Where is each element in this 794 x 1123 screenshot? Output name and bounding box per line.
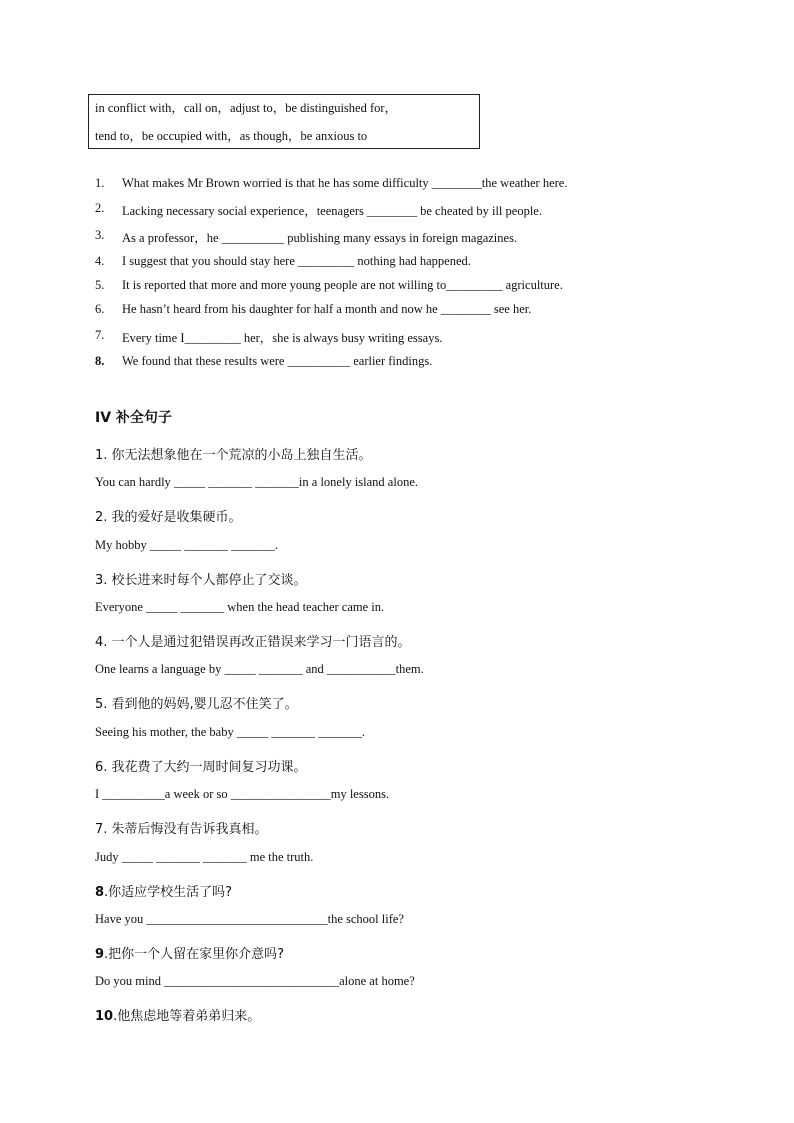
sentence-number: 10 [95,1009,114,1024]
sentence-english: Judy _____ _______ _______ me the truth. [95,850,314,864]
item-number: 6. [95,302,105,316]
phrase-box [88,94,480,149]
phrase-line-2: tend to，be occupied with，as though，be anxious to [95,129,368,143]
sentence-chinese: 2. 我的爱好是收集硬币。 [95,510,242,525]
sentence-chinese [95,1005,260,1024]
item-text: It is reported that more and more young people are not willing to_________ agriculture. [122,278,563,292]
sentence-chinese-text: .他焦虑地等着弟弟归来。 [113,1009,261,1024]
sentence-english: I __________a week or so ________________my lessons. [95,787,390,801]
section-title: IV 补全句子 [95,410,172,426]
item-text: We found that these results were __________ earlier findings. [122,354,433,368]
sentence-english: You can hardly _____ _______ _______in a lonely island alone. [95,475,418,489]
sentence-chinese: 5. 看到他的妈妈,婴儿忍不住笑了。 [95,697,298,712]
sentence-chinese: 6. 我花费了大约一周时间复习功课。 [95,760,307,775]
item-text: Lacking necessary social experience，teenagers ________ be cheated by ill people. [122,204,542,218]
sentence-english: One learns a language by _____ _______ and ___________them. [95,662,424,676]
sentence-chinese [95,881,232,900]
sentence-chinese-text: .你适应学校生活了吗? [104,885,233,900]
item-number: 4. [95,254,105,268]
item-text: What makes Mr Brown worried is that he has some difficulty ________the weather here. [122,176,568,190]
sentence-chinese: 1. 你无法想象他在一个荒凉的小岛上独自生活。 [95,448,372,463]
sentence-number: 8 [95,885,105,900]
sentence-chinese-text: .把你一个人留在家里你介意吗? [104,947,285,962]
item-number: 3. [95,228,105,242]
item-text: As a professor，he __________ publishing many essays in foreign magazines. [122,231,518,245]
sentence-english: Have you _____________________________the school life? [95,912,404,926]
item-text: Every time I_________ her，she is always busy writing essays. [122,331,443,345]
item-number: 2. [95,201,105,215]
sentence-chinese [95,943,284,962]
item-number: 8. [95,354,105,368]
sentence-chinese: 7. 朱蒂后悔没有告诉我真相。 [95,822,268,837]
item-number: 5. [95,278,105,292]
sentence-english: Everyone _____ _______ when the head teacher came in. [95,600,385,614]
sentence-chinese: 4. 一个人是通过犯错误再改正错误来学习一门语言的。 [95,635,411,650]
phrase-line-1: in conflict with，call on，adjust to，be distinguished for， [95,101,398,115]
sentence-chinese: 3. 校长进来时每个人都停止了交谈。 [95,573,307,588]
item-text: He hasn’t heard from his daughter for half a month and now he ________ see her. [122,302,532,316]
item-number: 1. [95,176,105,190]
item-number: 7. [95,328,105,342]
item-text: I suggest that you should stay here _________ nothing had happened. [122,254,471,268]
sentence-english: Do you mind ____________________________alone at home? [95,974,415,988]
sentence-number: 9 [95,947,105,962]
sentence-english: My hobby _____ _______ _______. [95,538,278,552]
sentence-english: Seeing his mother, the baby _____ _______ _______. [95,725,365,739]
